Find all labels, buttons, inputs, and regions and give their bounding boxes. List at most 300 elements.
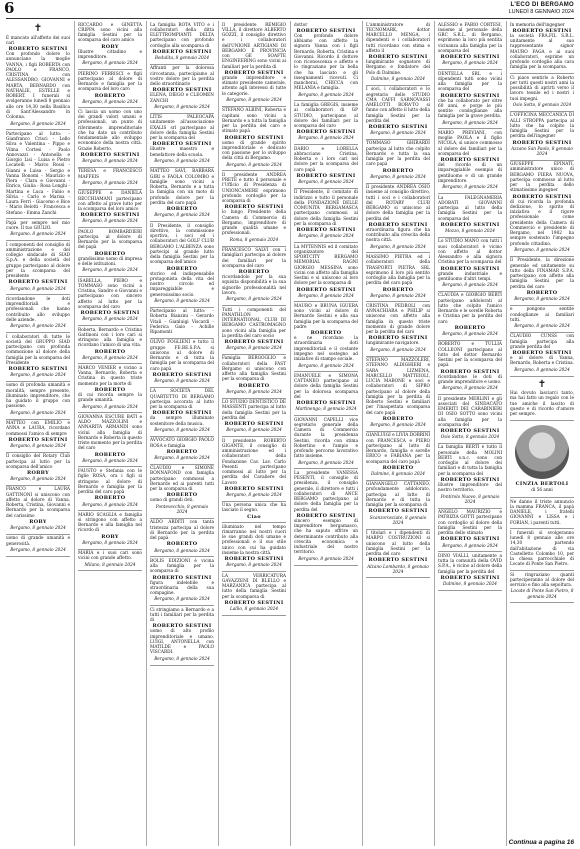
notice-text: La presidente VANESSA PESENTI, il consiglio di presidenza, il consiglio generale, il direttore e tutti i collaboratori di ANCE BERGAMO partecipano al dolore della famiglia per la perdita del	[294, 470, 358, 513]
notice-signature	[150, 505, 214, 516]
notice-signature	[222, 390, 286, 395]
notice-place-date: Bergamo, 8 gennaio 2024	[514, 248, 570, 254]
notice-text: Il presidente ROBERTO GIGANTE, il consiglio di amministrazione ed i collaboratori della Fondazione Cav. Lav. Carlo Pesenti partecipano commossi al lutto per la perdita del Cavaliere del Lavoro	[222, 438, 286, 486]
deceased-name: ROBERTO	[94, 250, 126, 257]
notice-signature	[78, 181, 142, 186]
notice-signature	[438, 386, 502, 391]
obituary-notice	[78, 108, 142, 167]
notice-text: DINO VIALLI, unitamente a tutta la comunità della OVID S.P.A., è vicino al dolore della famiglia per la perdita del	[438, 553, 502, 575]
notice-text: Ci lascia un uomo con uno dei grandi valori umani e professionali, un punto di riferimento imprenditoriale che ha dato un contributo fondamentale allo sviluppo economico della nostra città. Grazie Roberto.	[78, 109, 142, 152]
notice-text: dottor	[294, 22, 308, 28]
notice-place-date: Bergamo, 8 gennaio 2024	[226, 563, 282, 569]
notice-signature	[150, 213, 214, 218]
notice-signature	[78, 405, 142, 410]
obituary-notice	[438, 129, 502, 194]
notice-text: Lo STUDIO MANO con tutti i suoi collaboratori è vicino con affetto al dottor Alessandro e alla signora Cristina per la scomparsa del	[438, 239, 502, 266]
obituary-notice	[150, 21, 214, 65]
notice-place-date: Bergamo, 8 gennaio 2024	[442, 120, 498, 126]
notice-signature	[150, 657, 214, 662]
notice-signature	[294, 180, 358, 185]
continue-link[interactable]: Continua a pagina 16	[508, 839, 574, 846]
obituary-notice	[294, 416, 358, 469]
notice-text: LITIS PALEOCAPA unitamente all'associazione EXALIS srl partecipano al dolore della famiglia Sestini per la scomparsa del	[150, 115, 214, 142]
notice-signature	[222, 98, 286, 103]
deceased-name: ROBERTO SESTINI	[368, 54, 428, 61]
notice-signature	[78, 356, 142, 361]
notice-place-date: Bergamo, 8 gennaio 2024	[82, 317, 138, 323]
notice-place-date: Bergamo, 8 gennaio 2024	[10, 548, 66, 554]
notice-text: MARCO VENIER e vicino a Vanna, Bernardo, Roberta e Cristina in questo triste momento per la morte di	[78, 365, 142, 387]
obituary-notice	[222, 355, 286, 399]
notice-text-continued: grande industriale e gentiluomo d'altri tempi.	[438, 271, 502, 282]
obituary-notice	[78, 228, 142, 277]
notice-text: I soci, i collaboratori e lo segretario dello STUDIO CMA CAFFI SARNOVASSI AMELOTTI RORA'TO si fanno con affetto il lutto della famiglia Sestini per la perdita del	[366, 87, 430, 124]
deceased-name: ROBERTO SESTINI	[440, 574, 500, 581]
notice-text: ROBERTO e TULLIA COLLEONI partecipano al lutto del dottor Bernardo Sestini per la scomparsa del papà	[438, 342, 502, 369]
notice-text: Roberta, Bernardo e Cristina Gattinoni con i loro cari si stringono alla famiglia e ricordano l'amico di una vita.	[78, 327, 142, 349]
deceased-name: ROBERTO	[94, 386, 126, 393]
notice-text: Papà per sempre nel mio cuore. Il tuo GIULIO.	[6, 220, 70, 231]
obituary-notice	[366, 432, 430, 481]
notice-place-date: Bergamo, 8 gennaio 2024	[82, 181, 138, 187]
obituary-notice	[78, 467, 142, 511]
notice-text: Il Presidente, il comitato di indirizzo e tutto il personale della FONDAZIONE DELLE COMUNITÀ BERGAMASCA partecipano commossi al dolore della famiglia Sestini per la scomparsa di	[294, 190, 358, 227]
notice-text: uomo di profonda umanità e moralità, sempre presente, illuminato imprenditore, che ha guidato il gruppo con passione.	[6, 383, 70, 410]
notice-place-date: Pontirolo Nuovo, 8 gennaio 2024	[440, 494, 500, 505]
obituary-notice	[222, 306, 286, 355]
notice-place-date: Bergamo, 8 gennaio 2024	[298, 234, 354, 240]
notice-place-date: Bergamo, 8 gennaio 2024	[514, 324, 570, 330]
deceased-name: ROBERTO SESTINI	[152, 623, 212, 630]
page-header	[6, 0, 574, 19]
obituary-notice	[510, 161, 574, 257]
notice-text-continued: lungimirante navigatore.	[366, 341, 420, 347]
notice-signature	[510, 589, 574, 600]
obituary-notice	[438, 21, 502, 70]
obituary-columns	[6, 21, 574, 846]
notice-place-date: Bergamo, 8 gennaio 2024	[10, 410, 66, 416]
notice-signature	[294, 557, 358, 562]
notice-place-date: Dalmine, 8 gennaio 2024	[370, 77, 426, 83]
notice-text: La FALEGNAMERIA ADOBATI GIOVANNI partecipa al lutto della famiglia Sestini per la scomparsa del	[438, 195, 502, 222]
notice-place-date: Bergamo, 8 gennaio 2024	[82, 404, 138, 410]
notice-text: I funerali si svolgeranno lunedì 8 gennaio alle ore 14,30 partendo dall'abitazione di via Castelletto Colombo 10, per la chiesa parrocchiale di Locate di Ponte San Pietro.	[510, 530, 574, 568]
notice-signature	[222, 607, 286, 612]
notice-text: GIANLUIGI e LIVIA DOBRINI con FRANCESCA e PIERO partecipano al lutto di Bernardo, famiglia e sorelle ERICO e FABIANA per la scomparsa del caro papà	[366, 433, 430, 465]
notice-signature	[438, 582, 502, 587]
notice-place-date: Bergamo, 8 gennaio 2024	[370, 244, 426, 250]
notice-text: La famiglia GREGIS, insieme ai collaboratori di GP STUDIO, partecipano al dolore dei familiari per la scomparsa del caro	[294, 103, 358, 130]
notice-place-date: Bergamo, 8 gennaio 2024	[154, 298, 210, 304]
obituary-notice	[294, 372, 358, 416]
notice-place-date: Dalmine, 8 gennaio 2024	[442, 582, 498, 587]
notice-text: ISABELLA, PIERO e TOMMASO sono vicini a Cristina, Sandro e Giovanni e partecipano con sincero affetto al lutto per la scomparsa del caro	[78, 278, 142, 310]
deceased-name: ROBERTO SESTINI	[152, 141, 212, 148]
deceased-name: ROBERTO	[310, 330, 342, 337]
deceased-name: ROBERTO SESTINI	[440, 476, 500, 483]
deceased-name: ROBERTO SESTINI	[440, 157, 500, 164]
obituary-notice	[78, 21, 142, 70]
notice-text-continued: Illustre cittadino e imprenditore.	[78, 49, 142, 60]
publication-name: L'ECO DI BERGAMO	[510, 2, 574, 8]
notice-place-date: Bergamo, 8 gennaio 2024	[10, 526, 66, 532]
notice-signature	[78, 503, 142, 508]
notice-text: CLAUDIO CUNSS con famiglia partecipa alla grande perdita del	[510, 334, 574, 350]
notice-place-date: Bergamo, 8 gennaio 2024	[154, 428, 210, 434]
obituary-notice	[222, 572, 286, 616]
notice-place-date: Scanzorosciate, 8 gennaio 2024	[369, 515, 427, 526]
deceased-name: ROBERTO SESTINI	[296, 129, 356, 136]
notice-text: PIERINO FERRISCI e figli partecipano al dolore di Bernardo e famiglia per la scomparsa del loro caro	[78, 71, 142, 93]
notice-text-continued: di cui ricorda la profonda dedizione, lo spirito di iniziativa e il rigore professionale come presidente della Camera di Commercio e presidente di Bergamo, nel 1982 ha sempre sostenuto l'impegno profondo cittadino.	[510, 199, 574, 247]
obituary-notice	[78, 277, 142, 326]
obituary-notice	[78, 168, 142, 190]
notice-text: CLAUDIA e GIORGIO BERTI partecipano addolorati al lutto che colpito l'amico Bernardo e le sorelle Roberta e Cristina per la perdita del caro	[438, 293, 502, 325]
notice-text: Partecipano al lutto: - Roberta Bianzini - Gerardo Vitali - Gianluigi Viscardi - Federica Gaio - Achille Ripamonti	[150, 309, 214, 336]
obituary-notice	[6, 219, 70, 241]
notice-signature	[294, 234, 358, 239]
notice-text: RICCARDO e GINETTA CRIPPA sono vicini alla famiglia Sestini per la scomparsa del caro amico	[78, 22, 142, 44]
notice-place-date: Bergamo, 8 gennaio 2024	[298, 180, 354, 186]
notice-text: Tutti i componenti del PANATHLON INTERNATIONAL CLUB DI BERGAMO CASTROMAGNO sono vicini alla famiglia per la perdita del caro socio	[222, 307, 286, 339]
obituary-notice	[150, 557, 214, 606]
notice-signature	[510, 147, 574, 158]
notice-text: ricordandone le doti imprenditoriali e professionali che hanno contribuito allo sviluppo delle aziende.	[6, 296, 70, 323]
notice-signature	[366, 245, 430, 250]
notice-signature	[366, 472, 430, 477]
notice-signature	[150, 379, 214, 384]
obituary-notice	[510, 529, 574, 571]
deceased-name: ROBERTO	[526, 289, 558, 296]
notice-signature	[222, 297, 286, 302]
deceased-name: ROBERTO	[238, 269, 270, 276]
notice-place-date: Bergamo, 8 gennaio 2024	[82, 61, 138, 67]
notice-text: MASSIMO PIETRA ed i collaboratori della TRASPORTI PIETRA SRL esprimono il loro più sentito cordoglio alla famiglia per la perdita del caro papà	[366, 255, 430, 287]
deceased-name: ROBY	[101, 43, 119, 50]
deceased-name: ROBERTO SESTINI	[296, 27, 356, 34]
notice-place-date: Bergamo, 8 gennaio 2024	[370, 423, 426, 429]
deceased-name: ROBERTO	[166, 492, 198, 499]
obituary-notice	[222, 247, 286, 306]
notice-place-date: Bergamo, 8 gennaio 2024	[442, 386, 498, 392]
obituary-notice	[150, 339, 214, 388]
notice-text: Affranti per la dolorosa circostanza, partecipiamo al vostro dolore per la perdita dello straordinario	[150, 66, 214, 88]
notice-text: GIUSEPPE EPINATI, amministratore unico di BERGAMO FIERA NUOVA, partecipa commosso al lutto per la perdita dello stimatissimo ingegner	[510, 162, 574, 194]
notice-text: FAUSTO e Stefania con le figlie ROSA, ora i figli si stringono al dolore di Bernardo e famiglia per la perdita del caro papà	[78, 469, 142, 496]
notice-place-date: Lallio, 8 gennaio 2024	[229, 607, 279, 613]
notice-text: MATTEO con EMILIO e ANNA e LAURA, ricordano commossi l'amico di sempre	[6, 421, 70, 437]
notice-text: Partecipano al lutto: - Gianfranco Crisci - Lello Silva e Valentina - Pippo e Vilma Cortesi - Paolo Annovazzi - Antonella e Giorgio Lisi - Luisa e Pietro Locatelli - Marco Rossi - Gianni e Luisa - Sergio e Vanna Bonomi - Maurizio e Piera - Clara e Giovanni - Enrico, Giulia - Rosa Longhi - Martina e Luca - Fabio e Silvia - Carlo e Marisa - Laura Ferri - Giacomo e Bice - Mario Belotti - Francesca e Stefano - Emma Zanchi	[6, 131, 70, 216]
notice-text-continued: e al dolore di Vanna, Bernardo, Roberta e Cristina.	[510, 356, 574, 367]
notice-signature	[438, 61, 502, 66]
notice-signature	[78, 219, 142, 224]
obituary-notice	[366, 86, 430, 140]
notice-text: MARIO PREVIANI, con moglie PAOLA e il figlio NICOLA, si unisce commosso al dolore dei familiari per la scomparsa del	[438, 130, 502, 157]
notice-signature	[150, 299, 214, 304]
page-number: 6	[4, 0, 15, 17]
notice-place-date: Bergamo, 8 gennaio 2024	[82, 458, 138, 464]
deceased-photo-block	[510, 421, 574, 498]
notice-place-date: Bergamo, 8 gennaio 2024	[82, 355, 138, 361]
notice-signature	[438, 544, 502, 549]
notice-signature	[150, 105, 214, 110]
obituary-notice	[150, 114, 214, 168]
notice-text: ALDO ARDITI con tanta tristezza partecipa al dolore di Bernardo per la perdita del papà	[150, 520, 214, 542]
deceased-name: CINZIA BERTOLI	[515, 481, 569, 488]
notice-place-date: Bergamo, 8 gennaio 2024	[226, 492, 282, 498]
deceased-name: ROBERTO	[238, 382, 270, 389]
notice-text-continued: lungimirante sognatore di Bergamo e fondatore del Polo di Dalmine.	[366, 60, 430, 76]
obituary-notice	[438, 70, 502, 129]
deceased-name: ROBERTO SESTINI	[296, 286, 356, 293]
notice-signature	[78, 459, 142, 464]
notice-signature	[222, 238, 286, 243]
obituary-notice	[510, 74, 574, 112]
deceased-name: ROBERTO SESTINI	[368, 335, 428, 342]
notice-place-date: Bergamo, 8 gennaio 2024	[154, 597, 210, 603]
notice-signature	[6, 411, 70, 416]
notice-text: illuminato nel tempo rimarranno nei nostri cuori le sue grandi doti umane e professionali e il suo stile unico con cui ha guidato insieme la nostra città.	[222, 524, 286, 556]
notice-text: GIUSEPPE e DANIELA RECCHIAMANI partecipano con affetto al grave lutto per la scomparsa del loro amico	[78, 191, 142, 213]
notice-place-date: Bergamo, 8 gennaio 2024	[226, 428, 282, 434]
notice-text: Il Presidente, il consiglio direttivo, la commissione sportiva, i soci ed i collaboratori del GOLF CLUB BERGAMO L'ALBENZA sono partecipi al grande lutto della famiglia Sestini per la scomparsa dell'amico	[150, 223, 214, 266]
notice-text: La famiglia ROTA VITO e i collaboratori della ditta ELETTROMPIANTI DELTA partecipano con profondo cordoglio alla scomparsa di	[150, 22, 214, 49]
notice-text-continued: grande imprenditore e stimato presidente camerale, attento agli interessi di tutte le categorie.	[222, 75, 286, 97]
notice-signature	[6, 548, 70, 553]
notice-place-date: Bergamo, 8 gennaio 2024	[82, 99, 138, 105]
notice-text-continued: sincero esempio di imprenditore bergamasco, che ha saputo offrire un determinante contributo alla crescita economica e industriale del nostro territorio.	[294, 518, 358, 556]
notice-signature	[78, 268, 142, 273]
notice-text: PAOLO BOMBARDIERI partecipa al dolore di Bernardo per la scomparsa del papà	[78, 229, 142, 251]
notice-signature	[6, 324, 70, 329]
notice-text: Si ringraziano quanti parteciperanno al dolore del servizio e fino alla sepoltura.	[510, 572, 574, 589]
obituary-notice	[78, 190, 142, 228]
deceased-name: ROBERTO SESTINI	[440, 428, 500, 435]
deceased-name: ROBERTO SESTINI	[8, 366, 68, 373]
deceased-name: ROBERTO SESTINI	[368, 221, 428, 228]
obituary-notice	[6, 130, 70, 219]
notice-signature	[150, 549, 214, 554]
notice-text: DARIO e LORELLA abbracciano Cristina, Roberta e i loro cari nel dolore per la scomparsa del caro papà	[294, 146, 358, 173]
deceased-name: ROBERTO SESTINI	[152, 48, 212, 55]
notice-place-date: Bergamo, 8 gennaio 2024	[370, 131, 426, 137]
notice-place-date: Bergamo, 8 gennaio 2024	[10, 121, 66, 127]
notice-place-date: Milano, 8 gennaio 2024	[84, 562, 136, 568]
deceased-name: ROBERTO SESTINI	[224, 599, 284, 606]
notice-signature	[150, 159, 214, 164]
deceased-name: ROBERTO	[166, 206, 198, 213]
notice-text: e pongono sentite condoglianze ai familiari tutti.	[510, 307, 574, 323]
notice-place-date: Locate di Ponte San Pietro, 8 gennaio 2024	[510, 589, 574, 600]
obituary-notice	[78, 511, 142, 549]
notice-signature	[222, 346, 286, 351]
notice-signature	[6, 287, 70, 292]
notice-signature	[150, 597, 214, 602]
notice-signature	[294, 407, 358, 412]
notice-signature	[294, 93, 358, 98]
obituary-notice	[294, 302, 358, 372]
notice-signature	[222, 563, 286, 568]
notice-signature	[6, 526, 70, 531]
deceased-name: ROBERTO SESTINI	[224, 134, 284, 141]
notice-place-date: Bergamo, 8 gennaio 2024	[442, 283, 498, 289]
notice-signature	[294, 136, 358, 141]
deceased-name: ROBY	[101, 533, 119, 540]
obituary-notice	[294, 101, 358, 145]
notice-text: Famiglia BERGOGLIO e collaboratori della FAST Bergamo si uniscono con affetto alla famiglia Sestini per la scomparsa di	[222, 356, 286, 383]
notice-signature	[438, 229, 502, 234]
notice-text: STEFANO ALBINI, Roberta e capitani sono vicini a Bernardo e a tutta la famiglia per la perdita del caro e stimato papà	[222, 108, 286, 135]
issue-date: LUNEDÌ 8 GENNAIO 2024	[508, 8, 574, 15]
obituary-notice	[294, 145, 358, 189]
obituary-notice	[150, 437, 214, 465]
notice-place-date: Bedulita, 8 gennaio 2024	[154, 56, 210, 62]
obituary-notice	[6, 420, 70, 453]
notice-place-date: Bergamo, 8 gennaio 2024	[10, 373, 66, 379]
notice-text-continued: Con profondo dolore abbiamo con affetto la signora Vanna con i figli Bernardo, Roberta, Cristina e Giovanni. Ricordo il dottore con riconoscenza e affetto e lo ringraziano per la bella che ha lasciato e gli insegnamenti ricevuti. Ci mancherai, CHICCA con MELANIA e famiglia.	[294, 33, 358, 92]
notice-place-date: Bergamo, 8 gennaio 2024	[298, 92, 354, 98]
obituary-notice	[222, 502, 286, 523]
notice-text: La MYTENNIS ed il comitato organizzatore del SPORTCITY BERGAMO MEMORIAL RAGNI GIORGIO MESSINA sono vicini con affetto alla famiglia Sestini e si uniscono al loro dolore per la scomparsa di	[294, 244, 358, 287]
notice-text-continued: illustre imprenditore del nostro territorio.	[438, 482, 502, 494]
obituary-notice	[150, 65, 214, 114]
notice-text: MAURO e BRUNA IGUERA sono vicini al dolore di Bernardo Sestini e alla sua famiglia per la scomparsa del padre	[294, 303, 358, 330]
obituary-notice	[438, 552, 502, 590]
obituary-notice	[6, 295, 70, 333]
notice-place-date: Osio Sotto, 8 gennaio 2024	[440, 435, 500, 441]
deceased-name: ROBBY	[27, 470, 49, 477]
notice-place-date: Bergamo, 8 gennaio 2024	[154, 656, 210, 662]
deceased-name: ROBERTO SESTINI	[8, 436, 68, 443]
obituary-notice	[150, 606, 214, 665]
notice-text: CRISTINA PEDROLI con ANNACHIARA e PHILIP si uniscono con affetto alla famiglia in questo triste momento di grande dolore per la perdita del caro	[366, 303, 430, 336]
deceased-name: ROBERTO SESTINI	[80, 212, 140, 219]
notice-text-continued: di cui ricorda sempre la grande umanità.	[78, 392, 142, 404]
notice-place-date: Bergamo, 8 gennaio 2024	[154, 455, 210, 461]
deceased-name: ROBERTO	[454, 324, 486, 331]
obituary-notice	[222, 399, 286, 437]
notice-signature	[78, 100, 142, 105]
notice-place-date: Roma, 8 gennaio 2024	[229, 237, 279, 243]
notice-signature	[150, 56, 214, 61]
obituary-notice	[150, 519, 214, 557]
notice-signature	[366, 348, 430, 353]
notice-signature	[78, 317, 142, 322]
notice-signature	[366, 175, 430, 180]
notice-signature	[438, 283, 502, 288]
notice-text: MARIO SCAGLIA e famiglia si stringono con affetto a Bernardo e alla famiglia nel ricordo di	[78, 512, 142, 534]
notice-place-date: Bergamo, 8 gennaio 2024	[154, 104, 210, 110]
deceased-name: ROBERTO SESTINI	[224, 485, 284, 492]
deceased-name: ROBERTO	[166, 541, 198, 548]
notice-text: Hai dovuto lasciarci tanto, ma hai fatto un regalo con le tue amiche il lascito di questo e di ricordo d'amore per sempre.	[510, 391, 574, 418]
obituary-notice	[366, 253, 430, 302]
obituary-notice	[78, 326, 142, 364]
deceased-name: ROBERTO	[382, 286, 414, 293]
obituary-notice	[78, 413, 142, 467]
notice-text-continued: uomo di alto profilo imprenditoriale e umano. LUIGI, ANTONELLA con MATILDE e PAOLO VISCARDI.	[150, 629, 214, 656]
notice-text: I collaboratori di tutte le società del GRUPPO SIAD partecipano con profonda commozione al dolore della famiglia per la scomparsa del Presidente	[6, 334, 70, 366]
obituary-notice	[510, 333, 574, 377]
notice-text: MARIA e i suoi cari sono vicini con grande affetto.	[78, 551, 142, 562]
obituary-notice	[222, 523, 286, 572]
notice-place-date: Mozzo, 8 gennaio 2024	[444, 229, 496, 235]
notice-text: ALESSIO e FABIO CORTESI, insieme al personale della GRC S.R.L. di Bergamo, esprimono la loro più sentita vicinanza alla famiglia per la scomparsa del	[438, 22, 502, 54]
notice-signature	[78, 541, 142, 546]
deceased-name: ROBERTO SESTINI	[224, 556, 284, 563]
notice-text: È mancato all'affetto dei suoi cari	[6, 35, 70, 46]
deceased-name: ROBERTO	[382, 415, 414, 422]
notice-signature	[366, 77, 430, 82]
notice-place-date: Bergamo, 8 gennaio 2024	[10, 324, 66, 330]
notice-place-date: Osio Sotto, 8 gennaio 2024	[512, 103, 572, 109]
obituary-notice	[438, 509, 502, 553]
notice-text: FRANCESCO SALVI con i famigliari partecipa al dolore dei familiari per la scomparsa del caro	[222, 248, 286, 269]
obituary-notice	[510, 21, 574, 74]
deceased-name: ROBERTO SESTINI	[512, 350, 572, 357]
obituary-notice	[6, 382, 70, 420]
notice-text-continued: storico ed indispensabile protagonista della vita del nostro circolo ed impareggiabile e generosissimo socio.	[150, 271, 214, 298]
deceased-name: ROBERTO	[94, 451, 126, 458]
notice-place-date: Bergamo, 8 gennaio 2024	[226, 346, 282, 352]
obituary-notice	[510, 112, 574, 161]
deceased-name: ROBERTO SESTINI	[224, 69, 284, 76]
obituary-notice	[150, 388, 214, 437]
notice-text: La famiglia BERTI e tutto il personale della MOLINI BERTI s.n.c. sono con cordoglio al dolore dei familiari e di tutta la famiglia per la scomparsa del	[438, 445, 502, 477]
column-4	[218, 21, 286, 846]
notice-text: CLAUDIO e SIMONE BONNAFOND con famiglia partecipano commossi a Bernardo ed ai parenti tutti per la scomparsa di	[150, 466, 214, 493]
obituary-notice	[366, 140, 430, 184]
obituary-notice	[510, 571, 574, 603]
notice-signature	[78, 159, 142, 164]
notice-place-date: Bergamo, 8 gennaio 2024	[10, 444, 66, 450]
notice-signature	[366, 131, 430, 136]
notice-signature	[222, 163, 286, 168]
deceased-name: ROBERTO SESTINI	[368, 508, 428, 515]
notice-text-continued: ELENA, DIEGO e CLEOMEN ZANCHI	[150, 93, 214, 104]
notice-text: Il presidente ANDREA OSIO insieme al consiglio direttivo, tutti i soci e i collaboratori del ROTARY CLUB BERGAMO si uniscono al dolore della famiglia per la perdita del	[366, 185, 430, 222]
notice-signature	[150, 428, 214, 433]
notice-signature	[294, 294, 358, 299]
notice-text: Il presidente ANDREA PRETE e tutto il personale e l'Ufficio di Presidenza di UNIONCAMERE esprimono profondo cordoglio per la scomparsa di	[222, 172, 286, 205]
deceased-name: ROBERTO SESTINI	[152, 410, 212, 417]
deceased-name: ROBERTO SESTINI	[512, 139, 572, 146]
notice-place-date: Bergamo, 8 gennaio 2024	[514, 297, 570, 303]
notice-place-date: Bergamo, 8 gennaio 2024	[442, 61, 498, 67]
cross-icon: ✝	[537, 378, 547, 390]
notice-signature	[510, 248, 574, 253]
deceased-name: Ciao	[247, 513, 261, 520]
notice-text-continued: ricordandolo per la sua squisita disponibilità e la sua signorile professionalità nel lavoro.	[222, 275, 286, 296]
obituary-notice	[510, 257, 574, 306]
deceased-name: ROBERTO	[166, 265, 198, 272]
obituary-notice	[438, 444, 502, 509]
notice-text: Il presidente MERLINI e gli associati del SINDACATO EMERITI DEI CARABINIERI DI OSIO SOTTO sono vicini alla famiglia per la scomparsa del	[438, 396, 502, 428]
obituary-notice	[438, 238, 502, 292]
notice-signature	[6, 444, 70, 449]
deceased-name: ROBERTO	[166, 448, 198, 455]
notice-place-date: Bergamo, 8 gennaio 2024	[514, 367, 570, 373]
deceased-name: ROBERTO SESTINI	[224, 339, 284, 346]
notice-place-date: Bergamo, 8 gennaio 2024	[154, 213, 210, 219]
deceased-name: ROBERTO	[94, 92, 126, 99]
notice-text: MATTEO SAVI, BARBARA GIRI e FAOLA COLOMBO e famiglie sono vicini a Roberta, Bernardo e a tutta la famiglia con un moto di profondo dolore per la perdita del caro papà	[150, 169, 214, 206]
notice-signature	[222, 493, 286, 498]
obituary-notice	[6, 486, 70, 535]
deceased-name: ROBY	[29, 518, 47, 525]
publication-info	[509, 0, 574, 15]
notice-text-continued: straordinaria figura che ha contribuito alla crescita della nostra città.	[366, 227, 430, 244]
